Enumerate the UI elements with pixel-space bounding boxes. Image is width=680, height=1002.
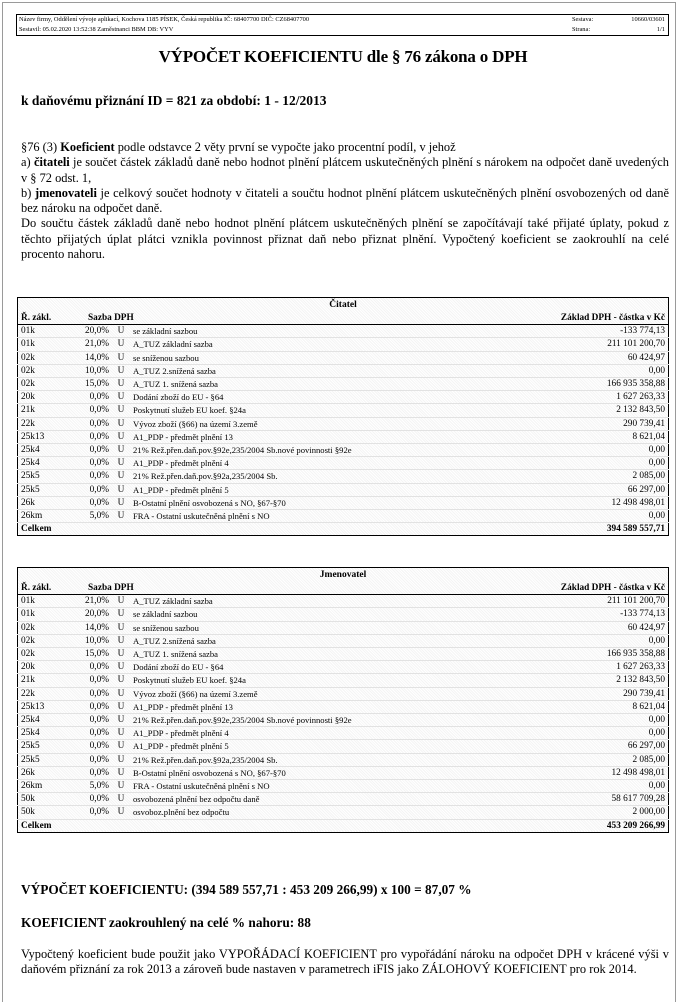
coefficient-calculation: VÝPOČET KOEFICIENTU: (394 589 557,71 : 453 209 266,99) x 100 = 87,07 %: [21, 882, 472, 897]
table-row: [18, 351, 669, 364]
cell-flag: U: [112, 457, 130, 470]
cell-amount: 1 627 263,33: [491, 391, 669, 404]
cell-amount: 166 935 358,88: [491, 648, 669, 661]
cell-flag: U: [112, 378, 130, 391]
report-page: [2, 2, 676, 1002]
cell-description: Dodání zboží do EU - §64: [130, 391, 491, 404]
cell-vat-rate: 0,0%: [68, 404, 112, 417]
report-title: VÝPOČET KOEFICIENTU dle § 76 zákona o DPH: [158, 47, 528, 66]
cell-description: 21% Rež.přen.daň.pov.§92a,235/2004 Sb.: [130, 753, 491, 766]
law-point-b: b) jmenovateli je celkový součet hodnoty v čitateli a součtu hodnot plnění plátcem uskutečněných plnění osvobozených od daně bez nároku na odpočet daně.: [21, 185, 669, 216]
cell-amount: 2 000,00: [491, 806, 669, 819]
cell-vat-rate: 15,0%: [68, 648, 112, 661]
cell-amount: 2 132 843,50: [491, 674, 669, 687]
cell-amount: 8 621,04: [491, 700, 669, 713]
cell-row-code: 25k5: [18, 470, 69, 483]
cell-description: A_TUZ 1. snížená sazba: [130, 648, 491, 661]
cell-description: 21% Rež.přen.daň.pov.§92a,235/2004 Sb.: [130, 470, 491, 483]
table-row: [18, 674, 669, 687]
table-row: [18, 417, 669, 430]
cell-vat-rate: 0,0%: [68, 727, 112, 740]
cell-amount: 8 621,04: [491, 430, 669, 443]
cell-amount: 0,00: [491, 510, 669, 523]
created-line: Sestavil: 05.02.2020 13:52:38 Zaměstnanci BBM DB: VYV: [19, 25, 174, 33]
cell-row-code: 02k: [18, 634, 69, 647]
cell-amount: 12 498 498,01: [491, 766, 669, 779]
cell-vat-rate: 20,0%: [68, 608, 112, 621]
col-rate: Sazba DPH: [68, 581, 491, 595]
numerator-total-label: Celkem: [18, 523, 491, 536]
cell-description: A1_PDP - předmět plnění 4: [130, 457, 491, 470]
cell-flag: U: [112, 793, 130, 806]
cell-amount: 290 739,41: [491, 417, 669, 430]
table-row: [18, 510, 669, 523]
cell-row-code: 25k4: [18, 727, 69, 740]
page-number: 1/1: [656, 25, 665, 33]
cell-flag: U: [112, 430, 130, 443]
cell-flag: U: [112, 595, 130, 608]
cell-flag: U: [112, 621, 130, 634]
cell-description: se základní sazbou: [130, 325, 491, 338]
col-amount: Základ DPH - částka v Kč: [491, 311, 669, 325]
cell-vat-rate: 14,0%: [68, 351, 112, 364]
cell-vat-rate: 0,0%: [68, 700, 112, 713]
table-row: [18, 404, 669, 417]
cell-flag: U: [112, 740, 130, 753]
cell-amount: 0,00: [491, 714, 669, 727]
table-row: [18, 806, 669, 819]
cell-amount: 2 132 843,50: [491, 404, 669, 417]
cell-amount: 1 627 263,33: [491, 661, 669, 674]
cell-vat-rate: 14,0%: [68, 621, 112, 634]
cell-flag: U: [112, 338, 130, 351]
table-row: [18, 457, 669, 470]
table-row: [18, 634, 669, 647]
cell-description: A1_PDP - předmět plnění 13: [130, 430, 491, 443]
cell-amount: 2 085,00: [491, 470, 669, 483]
cell-flag: U: [112, 510, 130, 523]
col-row-code: Ř. zákl.: [18, 581, 69, 595]
cell-row-code: 21k: [18, 404, 69, 417]
cell-amount: 0,00: [491, 364, 669, 377]
cell-row-code: 02k: [18, 621, 69, 634]
cell-row-code: 25k5: [18, 483, 69, 496]
cell-description: 21% Rež.přen.daň.pov.§92e,235/2004 Sb.nové povinnosti §92e: [130, 444, 491, 457]
cell-vat-rate: 0,0%: [68, 674, 112, 687]
table-row: [18, 338, 669, 351]
cell-description: se základní sazbou: [130, 608, 491, 621]
cell-description: A_TUZ 2.snížená sazba: [130, 364, 491, 377]
cell-amount: 12 498 498,01: [491, 496, 669, 509]
cell-description: se sníženou sazbou: [130, 621, 491, 634]
table-row: [18, 793, 669, 806]
cell-amount: 0,00: [491, 444, 669, 457]
cell-description: Vývoz zboží (§66) na území 3.země: [130, 417, 491, 430]
cell-row-code: 21k: [18, 674, 69, 687]
cell-description: A_TUZ základní sazba: [130, 595, 491, 608]
cell-flag: U: [112, 444, 130, 457]
cell-flag: U: [112, 404, 130, 417]
cell-row-code: 02k: [18, 378, 69, 391]
cell-flag: U: [112, 714, 130, 727]
cell-vat-rate: 0,0%: [68, 806, 112, 819]
cell-description: B-Ostatní plnění osvobozená s NO, §67-§70: [130, 766, 491, 779]
cell-row-code: 20k: [18, 391, 69, 404]
company-line: Název firmy, Oddělení vývoje aplikací, Kochova 1185 PÍSEK, Česká republika IČ: 68407700 DIČ: CZ68407700: [19, 16, 310, 23]
denominator-total-label: Celkem: [18, 819, 491, 832]
cell-amount: 211 101 200,70: [491, 338, 669, 351]
table-row: [18, 753, 669, 766]
cell-vat-rate: 20,0%: [68, 325, 112, 338]
cell-flag: U: [112, 496, 130, 509]
col-rate: Sazba DPH: [68, 311, 491, 325]
table-row: [18, 780, 669, 793]
table-row: [18, 700, 669, 713]
cell-description: osvoboz.plnění bez odpočtu: [130, 806, 491, 819]
cell-description: A_TUZ 1. snížená sazba: [130, 378, 491, 391]
cell-flag: U: [112, 351, 130, 364]
cell-row-code: 26km: [18, 510, 69, 523]
cell-flag: U: [112, 483, 130, 496]
table-row: [18, 430, 669, 443]
cell-row-code: 25k13: [18, 700, 69, 713]
cell-vat-rate: 0,0%: [68, 457, 112, 470]
cell-amount: 0,00: [491, 634, 669, 647]
cell-amount: -133 774,13: [491, 325, 669, 338]
cell-flag: U: [112, 391, 130, 404]
law-point-a: a) čitateli je součet částek základů daně nebo hodnot plnění plátcem uskutečněných plnění s nárokem na odpočet daně uvedených v § 72 odst. 1,: [21, 155, 669, 185]
cell-vat-rate: 0,0%: [68, 470, 112, 483]
cell-row-code: 01k: [18, 325, 69, 338]
cell-vat-rate: 21,0%: [68, 338, 112, 351]
cell-flag: U: [112, 608, 130, 621]
table-row: [18, 364, 669, 377]
cell-flag: U: [112, 687, 130, 700]
cell-flag: U: [112, 661, 130, 674]
numerator-total: 394 589 557,71: [491, 523, 669, 536]
cell-row-code: 26k: [18, 496, 69, 509]
cell-amount: 0,00: [491, 727, 669, 740]
cell-vat-rate: 0,0%: [68, 714, 112, 727]
cell-row-code: 25k4: [18, 444, 69, 457]
cell-description: FRA - Ostatní uskutečněná plnění s NO: [130, 510, 491, 523]
cell-amount: 290 739,41: [491, 687, 669, 700]
cell-vat-rate: 0,0%: [68, 766, 112, 779]
cell-description: osvobozená plnění bez odpočtu daně: [130, 793, 491, 806]
report-subtitle: k daňovému přiznání ID = 821 za období: 1 - 12/2013: [21, 93, 327, 108]
cell-amount: 60 424,97: [491, 351, 669, 364]
cell-vat-rate: 5,0%: [68, 510, 112, 523]
cell-vat-rate: 0,0%: [68, 417, 112, 430]
cell-amount: 66 297,00: [491, 483, 669, 496]
cell-row-code: 02k: [18, 351, 69, 364]
cell-amount: 211 101 200,70: [491, 595, 669, 608]
cell-row-code: 02k: [18, 648, 69, 661]
cell-row-code: 01k: [18, 338, 69, 351]
cell-flag: U: [112, 674, 130, 687]
table-row: [18, 648, 669, 661]
cell-amount: 66 297,00: [491, 740, 669, 753]
table-row: [18, 608, 669, 621]
cell-description: B-Ostatní plnění osvobozená s NO, §67-§70: [130, 496, 491, 509]
cell-flag: U: [112, 325, 130, 338]
cell-flag: U: [112, 470, 130, 483]
cell-vat-rate: 0,0%: [68, 687, 112, 700]
cell-row-code: 25k13: [18, 430, 69, 443]
cell-amount: 0,00: [491, 457, 669, 470]
cell-row-code: 26km: [18, 780, 69, 793]
cell-vat-rate: 0,0%: [68, 444, 112, 457]
table-row: [18, 621, 669, 634]
cell-flag: U: [112, 727, 130, 740]
cell-row-code: 25k5: [18, 753, 69, 766]
numerator-caption: Čitatel: [329, 300, 357, 310]
col-amount: Základ DPH - částka v Kč: [491, 581, 669, 595]
cell-amount: -133 774,13: [491, 608, 669, 621]
report-number: 10660/03601: [631, 16, 665, 23]
cell-vat-rate: 0,0%: [68, 661, 112, 674]
table-row: [18, 444, 669, 457]
cell-vat-rate: 21,0%: [68, 595, 112, 608]
table-row: [18, 325, 669, 338]
cell-description: A_TUZ základní sazba: [130, 338, 491, 351]
denominator-caption: Jmenovatel: [319, 570, 367, 580]
report-label: Sestava:: [572, 16, 594, 23]
cell-flag: U: [112, 780, 130, 793]
cell-vat-rate: 0,0%: [68, 753, 112, 766]
cell-row-code: 26k: [18, 766, 69, 779]
table-row: [18, 595, 669, 608]
table-row: [18, 661, 669, 674]
cell-vat-rate: 5,0%: [68, 780, 112, 793]
cell-flag: U: [112, 364, 130, 377]
cell-vat-rate: 0,0%: [68, 391, 112, 404]
cell-amount: 58 617 709,28: [491, 793, 669, 806]
cell-row-code: 50k: [18, 806, 69, 819]
cell-vat-rate: 0,0%: [68, 483, 112, 496]
cell-vat-rate: 0,0%: [68, 430, 112, 443]
cell-vat-rate: 0,0%: [68, 740, 112, 753]
cell-row-code: 20k: [18, 661, 69, 674]
cell-description: A1_PDP - předmět plnění 5: [130, 483, 491, 496]
denominator-table: [17, 567, 669, 833]
cell-description: A1_PDP - předmět plnění 4: [130, 727, 491, 740]
cell-amount: 60 424,97: [491, 621, 669, 634]
cell-row-code: 25k4: [18, 714, 69, 727]
report-header-box: [16, 14, 669, 36]
cell-vat-rate: 0,0%: [68, 793, 112, 806]
cell-description: 21% Rež.přen.daň.pov.§92e,235/2004 Sb.nové povinnosti §92e: [130, 714, 491, 727]
table-row: [18, 391, 669, 404]
cell-description: Dodání zboží do EU - §64: [130, 661, 491, 674]
cell-row-code: 01k: [18, 595, 69, 608]
table-row: [18, 766, 669, 779]
law-paragraph-2: Do součtu částek základů daně nebo hodnot plnění plátcem uskutečněných plnění se započítávají také přijaté úplaty, pokud z těchto přijatých úplat plátci vznikla povinnost přiznat daň nebo přiznat plnění. Vypočtený koeficient se zaokrouhlí na celé procento nahoru.: [21, 216, 669, 262]
table-row: [18, 470, 669, 483]
cell-description: A_TUZ 2.snížená sazba: [130, 634, 491, 647]
coefficient-note: Vypočtený koeficient bude použit jako VYPOŘÁDACÍ KOEFICIENT pro vypořádání nároku na odpočet DPH v krácené výši v daňovém přiznání za rok 2013 a zároveň bude nastaven v parametrech iFIS jako ZÁLOHOVÝ KOEFICIENT pro rok 2014.: [21, 947, 669, 977]
cell-flag: U: [112, 766, 130, 779]
cell-row-code: 50k: [18, 793, 69, 806]
cell-flag: U: [112, 634, 130, 647]
cell-description: Vývoz zboží (§66) na území 3.země: [130, 687, 491, 700]
cell-vat-rate: 10,0%: [68, 634, 112, 647]
cell-flag: U: [112, 700, 130, 713]
table-row: [18, 483, 669, 496]
col-row-code: Ř. zákl.: [18, 311, 69, 325]
cell-amount: 0,00: [491, 780, 669, 793]
coefficient-rounded: KOEFICIENT zaokrouhlený na celé % nahoru: 88: [21, 915, 311, 930]
cell-vat-rate: 0,0%: [68, 496, 112, 509]
cell-row-code: 01k: [18, 608, 69, 621]
cell-row-code: 25k4: [18, 457, 69, 470]
cell-row-code: 22k: [18, 687, 69, 700]
page-label: Strana:: [572, 25, 591, 33]
denominator-total: 453 209 266,99: [491, 819, 669, 832]
cell-flag: U: [112, 417, 130, 430]
table-row: [18, 687, 669, 700]
cell-flag: U: [112, 753, 130, 766]
cell-description: A1_PDP - předmět plnění 5: [130, 740, 491, 753]
cell-vat-rate: 10,0%: [68, 364, 112, 377]
cell-description: A1_PDP - předmět plnění 13: [130, 700, 491, 713]
cell-vat-rate: 15,0%: [68, 378, 112, 391]
cell-flag: U: [112, 806, 130, 819]
cell-row-code: 25k5: [18, 740, 69, 753]
table-row: [18, 727, 669, 740]
cell-description: se sníženou sazbou: [130, 351, 491, 364]
law-text: [21, 140, 669, 262]
numerator-table: [17, 297, 669, 536]
cell-row-code: 02k: [18, 364, 69, 377]
table-row: [18, 496, 669, 509]
cell-amount: 2 085,00: [491, 753, 669, 766]
table-row: [18, 714, 669, 727]
table-row: [18, 740, 669, 753]
cell-flag: U: [112, 648, 130, 661]
cell-row-code: 22k: [18, 417, 69, 430]
table-row: [18, 378, 669, 391]
law-paragraph-intro: §76 (3) Koeficient podle odstavce 2 věty první se vypočte jako procentní podíl, v jehož: [21, 140, 456, 154]
cell-description: Poskytnutí služeb EU koef. §24a: [130, 674, 491, 687]
cell-description: Poskytnutí služeb EU koef. §24a: [130, 404, 491, 417]
cell-amount: 166 935 358,88: [491, 378, 669, 391]
cell-description: FRA - Ostatní uskutečněná plnění s NO: [130, 780, 491, 793]
